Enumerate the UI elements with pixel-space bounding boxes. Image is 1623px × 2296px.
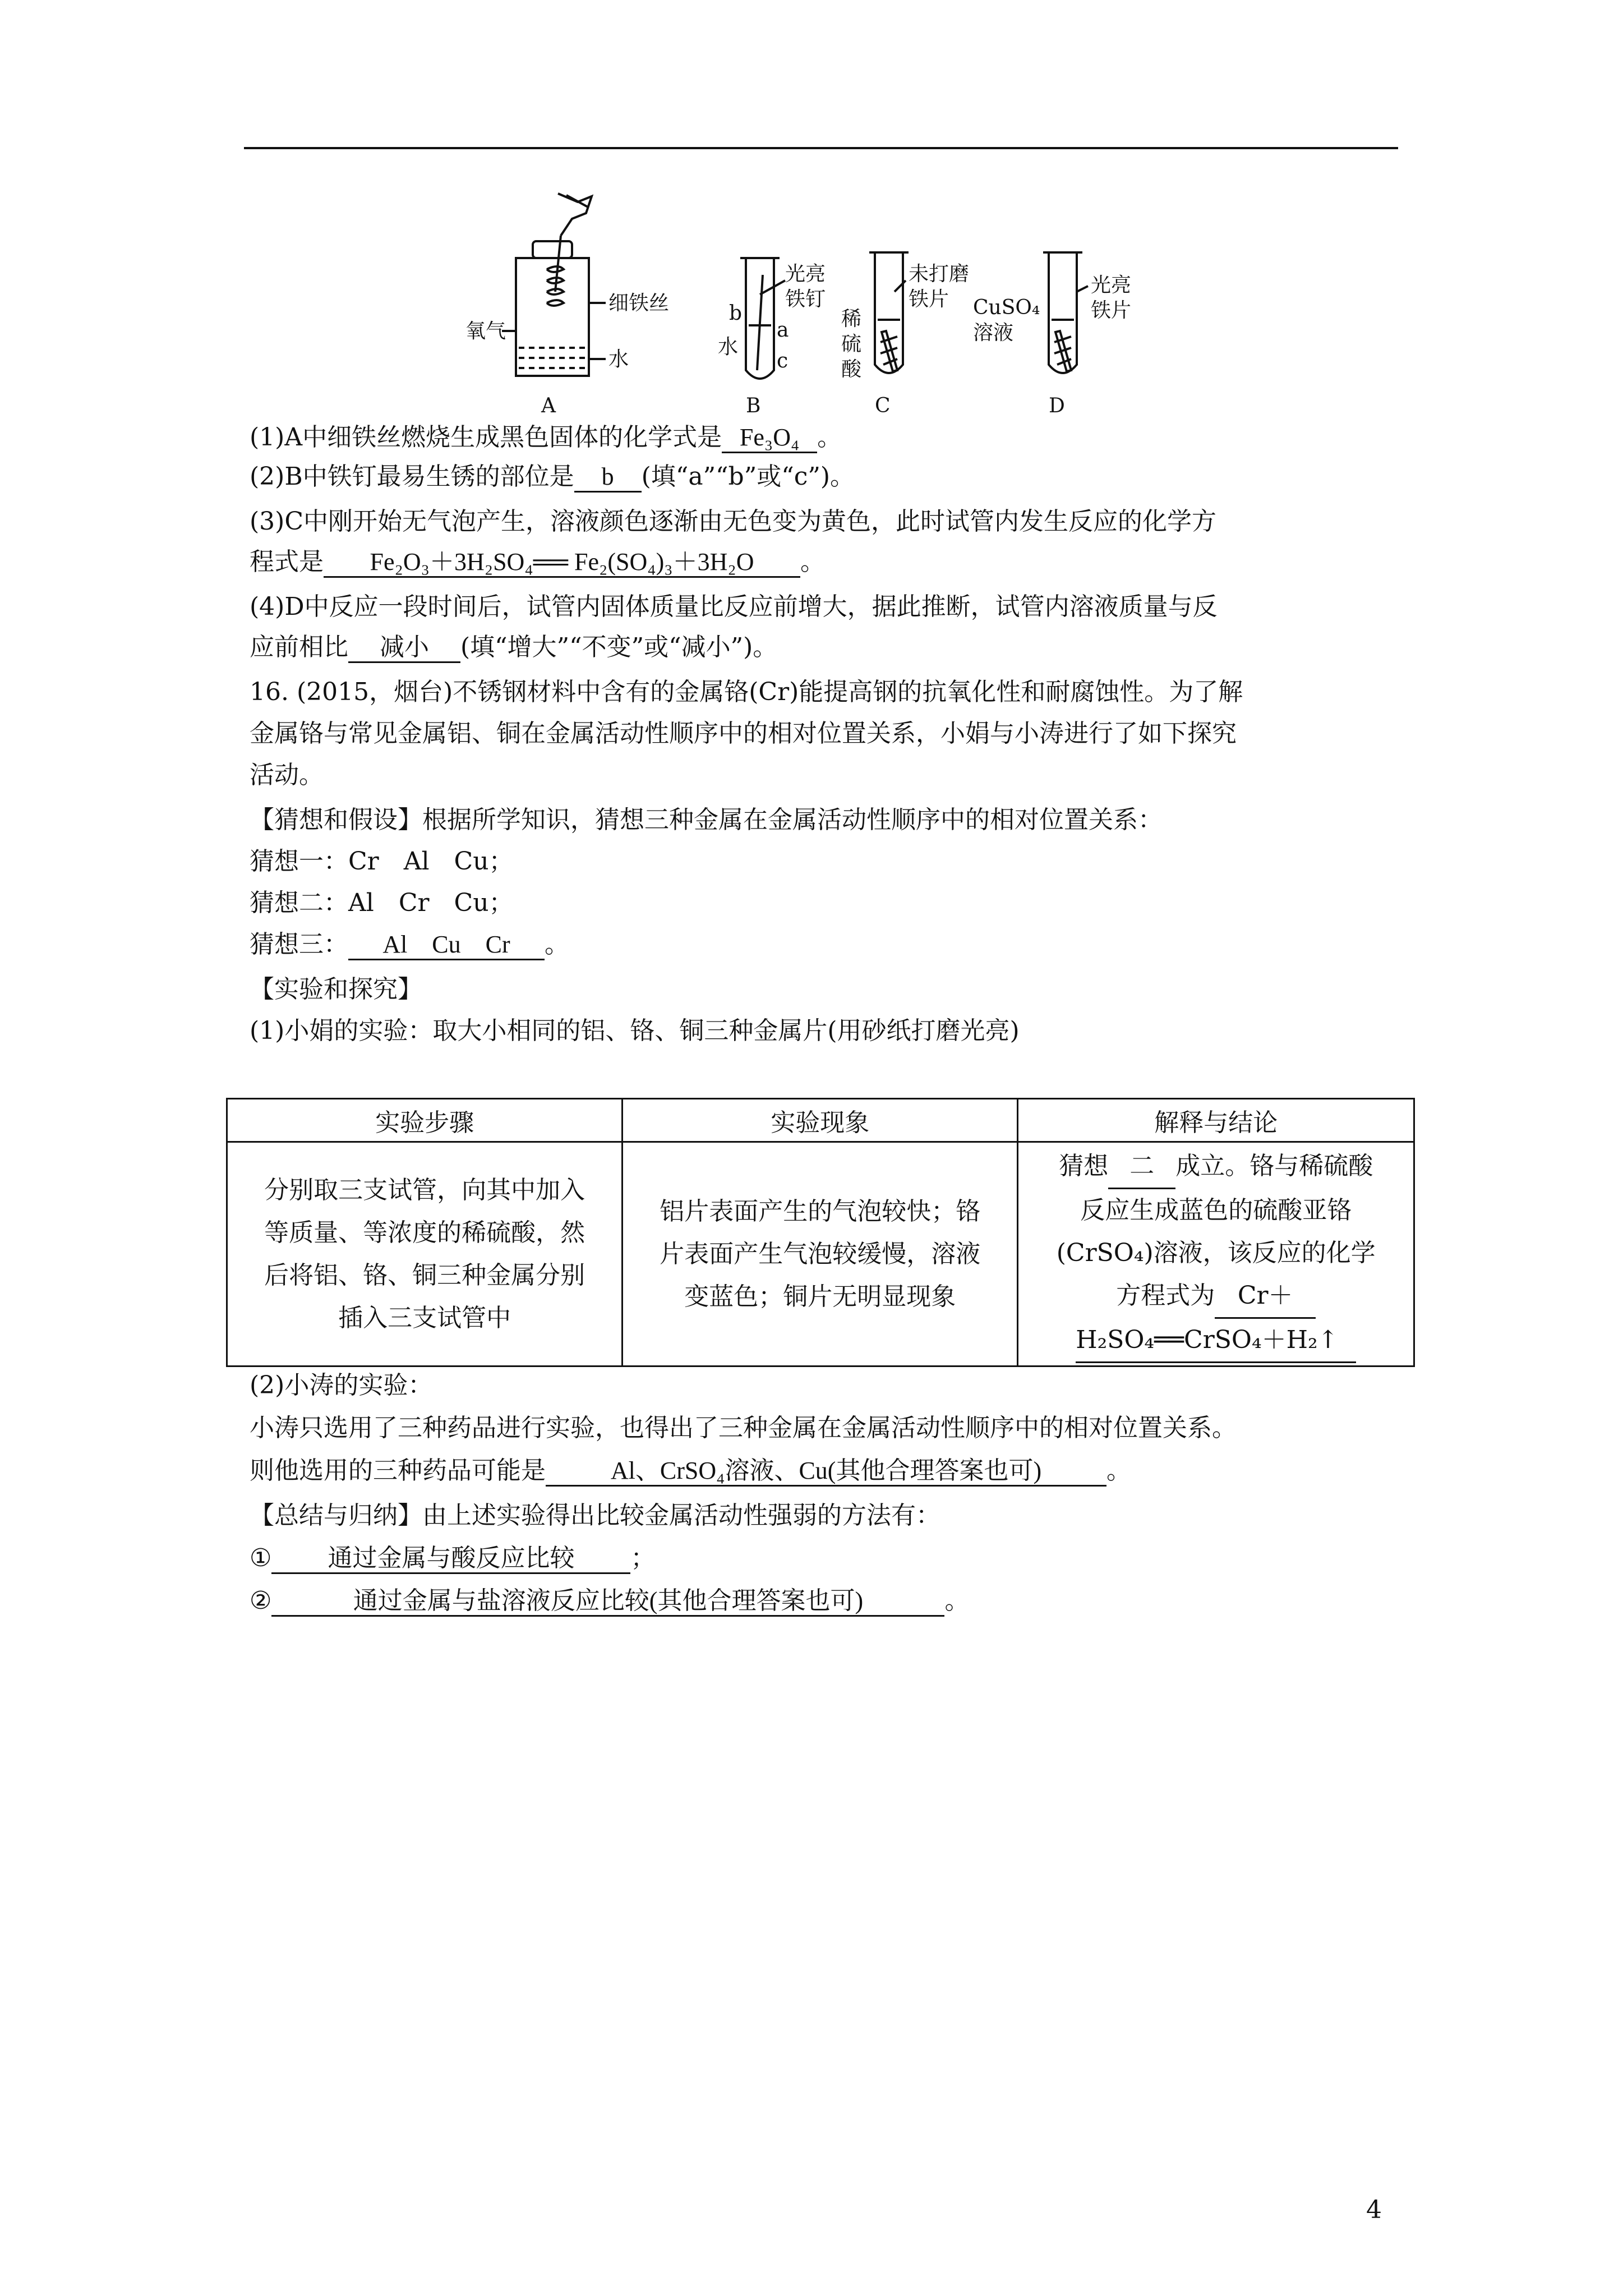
apparatus-c	[869, 252, 909, 373]
label-oxygen: 氧气	[465, 320, 506, 343]
summary-intro: 【总结与归纳】由上述实验得出比较金属活动性强弱的方法有：	[250, 1501, 940, 1530]
label-b: B	[746, 394, 761, 417]
label-a-point: a	[777, 319, 789, 342]
answer-blank-equation-part-2: H₂SO₄══CrSO₄＋H₂↑	[1076, 1319, 1356, 1363]
label-unpolished-sheet: 未打磨铁片	[909, 263, 970, 311]
label-a: A	[541, 394, 556, 417]
question-3-line-2: 程式是 Fe₂O₃＋3H₂SO₄══ Fe₂(SO₄)₃＋3H₂O 。	[250, 545, 825, 579]
label-c: C	[875, 394, 891, 417]
experiment-table	[226, 1098, 1415, 1367]
xiaotao-heading: (2)小涛的实验：	[250, 1371, 433, 1400]
xiaojuan-experiment: (1)小娟的实验：取大小相同的铝、铬、铜三种金属片(用砂纸打磨光亮)	[250, 1016, 1020, 1045]
xiaotao-line-1: 小涛只选用了三种药品进行实验，也得出了三种金属在金属活动性顺序中的相对位置关系。	[250, 1414, 1237, 1442]
answer-blank-1: Fe₃O₄	[722, 424, 817, 453]
table-row	[227, 1142, 1414, 1366]
hypothesis-1: 猜想一：Cr Al Cu；	[250, 847, 514, 876]
table-header-row	[227, 1099, 1414, 1142]
label-bright-sheet: 光亮铁片	[1091, 274, 1132, 322]
question-4-line-1: (4)D中反应一段时间后，试管内固体质量比反应前增大，据此推断，试管内溶液质量与反	[250, 592, 1218, 621]
answer-blank-hypothesis-3: Al Cu Cr	[348, 931, 545, 960]
hypothesis-2: 猜想二：Al Cr Cu；	[250, 889, 514, 917]
summary-method-1: ① 通过金属与酸反应比较 ；	[250, 1542, 655, 1575]
question-3-line-1: (3)C中刚开始无气泡产生，溶液颜色逐渐由无色变为黄色，此时试管内发生反应的化学方	[250, 507, 1216, 536]
explore-heading: 【实验和探究】	[250, 975, 422, 1004]
question-2: (2)B中铁钉最易生锈的部位是 b (填“a”“b”或“c”)。	[250, 460, 855, 494]
answer-blank-3: Fe₂O₃＋3H₂SO₄══ Fe₂(SO₄)₃＋3H₂O	[324, 548, 800, 578]
apparatus-figure	[465, 191, 1166, 421]
label-dilute-acid: 稀硫酸	[841, 307, 862, 381]
answer-blank-2: b	[574, 463, 642, 493]
hypothesis-intro: 【猜想和假设】根据所学知识，猜想三种金属在金属活动性顺序中的相对位置关系：	[250, 806, 1163, 834]
answer-blank-method-1: 通过金属与酸反应比较	[271, 1544, 630, 1574]
answer-blank-4: 减小	[348, 633, 460, 663]
header-rule	[244, 147, 1398, 149]
answer-blank-guess-number: 二	[1108, 1145, 1175, 1189]
answer-blank-method-2: 通过金属与盐溶液反应比较(其他合理答案也可)	[271, 1587, 944, 1617]
label-water-b: 水	[718, 335, 739, 358]
hypothesis-3: 猜想三： Al Cu Cr 。	[250, 928, 569, 961]
xiaotao-line-2: 则他选用的三种药品可能是 Al、CrSO₄溶液、Cu(其他合理答案也可) 。	[250, 1454, 1131, 1488]
label-thin-iron-wire: 细铁丝	[608, 292, 670, 315]
label-b-point: b	[729, 302, 743, 325]
question-4-line-2: 应前相比 减小 (填“增大”“不变”或“减小”)。	[250, 631, 777, 664]
question-16-line-1: 16. (2015，烟台)不锈钢材料中含有的金属铬(Cr)能提高钢的抗氧化性和耐腐蚀性。为了解	[250, 678, 1243, 706]
label-d: D	[1049, 394, 1065, 417]
cell-steps: 分别取三支试管，向其中加入 等质量、等浓度的稀硫酸，然 后将铝、铬、铜三种金属分别 插入三支试管中	[227, 1142, 623, 1366]
label-bright-nail: 光亮铁钉	[785, 263, 826, 311]
cell-conclusion: 猜想 二 成立。铬与稀硫酸 反应生成蓝色的硫酸亚铬 (CrSO₄)溶液，该反应的化学 方程式为 Cr＋ H₂SO₄══CrSO₄＋H₂↑	[1018, 1142, 1414, 1366]
cell-phenomenon: 铝片表面产生的气泡较快；铬 片表面产生气泡较缓慢，溶液 变蓝色；铜片无明显现象	[623, 1142, 1018, 1366]
label-solution: 溶液	[973, 321, 1014, 344]
summary-method-2: ② 通过金属与盐溶液反应比较(其他合理答案也可) 。	[250, 1584, 969, 1618]
question-1: (1)A中细铁丝燃烧生成黑色固体的化学式是 Fe₃O₄ 。	[250, 421, 842, 454]
page-number: 4	[1366, 2196, 1382, 2224]
header-conclusion: 解释与结论	[1018, 1099, 1414, 1142]
label-water-a: 水	[608, 348, 629, 371]
header-phenomenon: 实验现象	[623, 1099, 1018, 1142]
apparatus-d	[1043, 252, 1088, 373]
label-cuso4: CuSO₄	[973, 296, 1040, 319]
question-16-line-2: 金属铬与常见金属铝、铜在金属活动性顺序中的相对位置关系，小娟与小涛进行了如下探究	[250, 719, 1237, 748]
label-c-point: c	[777, 349, 789, 372]
answer-blank-reagents: Al、CrSO₄溶液、Cu(其他合理答案也可)	[546, 1457, 1106, 1487]
question-16-line-3: 活动。	[250, 761, 324, 789]
answer-blank-equation-part-1: Cr＋	[1215, 1274, 1316, 1319]
header-steps: 实验步骤	[227, 1099, 623, 1142]
apparatus-a	[502, 194, 606, 376]
